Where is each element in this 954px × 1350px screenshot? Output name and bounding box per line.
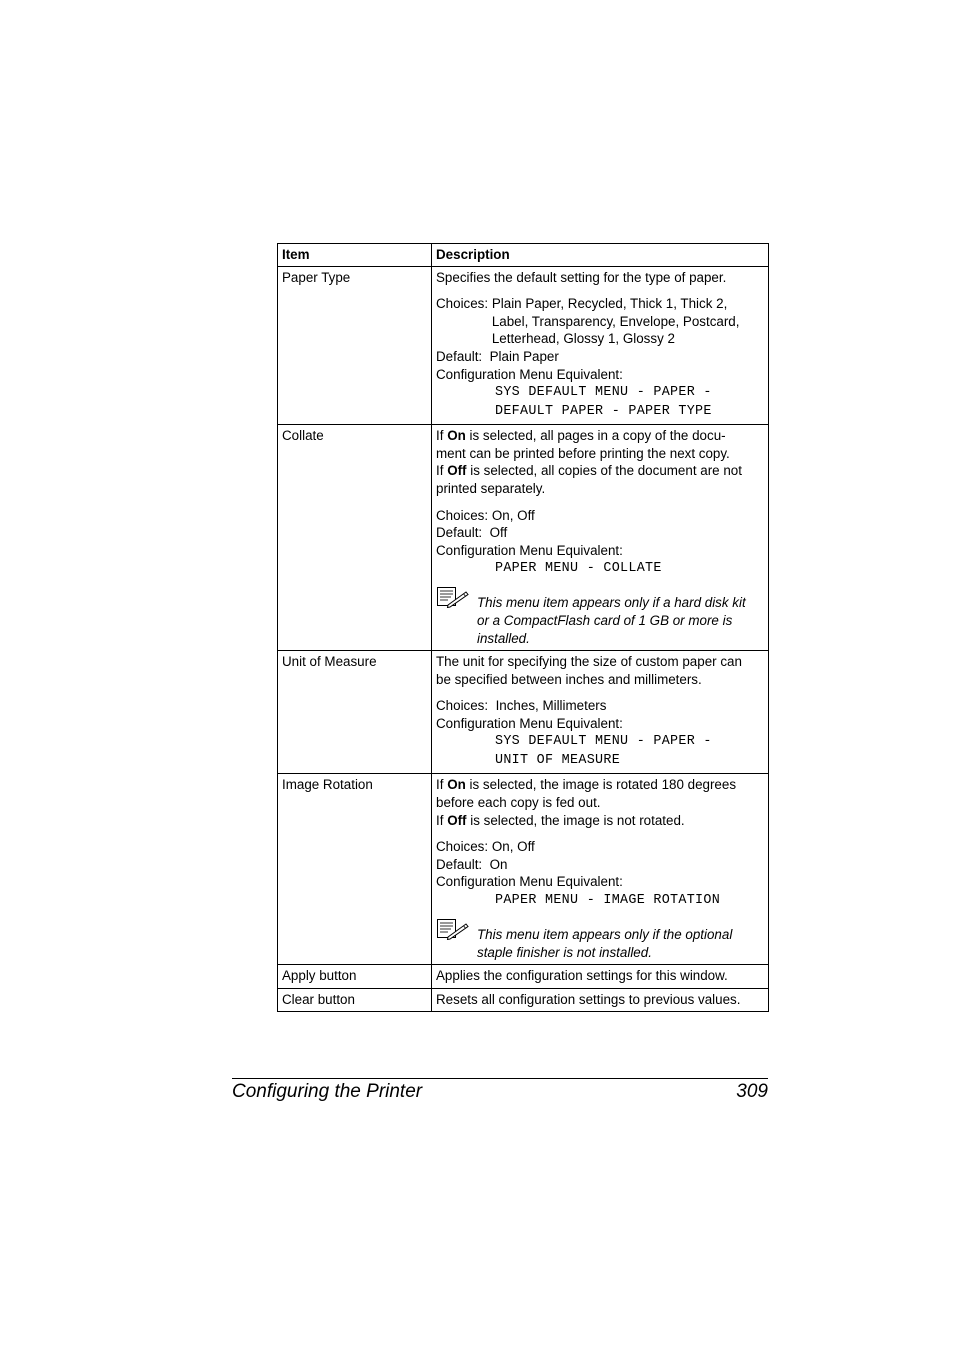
menu-path: PAPER MENU - IMAGE ROTATION <box>495 893 721 909</box>
note <box>436 586 765 647</box>
menu-path: SYS DEFAULT MENU - PAPER - <box>495 734 712 750</box>
description-cell: Resets all configuration settings to previous values. <box>432 988 769 1012</box>
table-row-unit-of-measure <box>278 651 769 774</box>
config-equiv-label: Configuration Menu Equivalent: <box>436 874 623 890</box>
note-pencil-icon <box>436 586 477 608</box>
item-cell: Image Rotation <box>278 774 432 965</box>
description-cell <box>432 774 769 965</box>
description-text: The unit for specifying the size of custom paper can <box>436 654 742 670</box>
note <box>436 918 765 961</box>
on-text-cont: ment can be printed before printing the next copy. <box>436 445 730 461</box>
item-cell: Paper Type <box>278 266 432 425</box>
description-text: be specified between inches and millimeters. <box>436 671 702 687</box>
choices-line <box>436 697 765 715</box>
choices-label: Choices: <box>436 698 489 714</box>
table-row-apply-button <box>278 965 769 989</box>
default-label: Default: <box>436 856 483 872</box>
on-text: If On is selected, all pages in a copy of the docu- <box>436 428 726 444</box>
choices-value: Letterhead, Glossy 1, Glossy 2 <box>491 331 675 347</box>
menu-path: UNIT OF MEASURE <box>495 753 621 769</box>
off-keyword: Off <box>447 463 467 479</box>
menu-path: DEFAULT PAPER - PAPER TYPE <box>495 404 712 420</box>
off-text: If Off is selected, all copies of the document are not <box>436 463 742 479</box>
default-value: Off <box>489 525 508 541</box>
item-cell: Collate <box>278 425 432 651</box>
note-text: This menu item appears only if the optional <box>477 927 733 943</box>
choices-line <box>436 295 765 348</box>
description-cell <box>432 651 769 774</box>
on-keyword: On <box>447 777 466 793</box>
footer-rule <box>232 1078 768 1079</box>
settings-table <box>277 243 769 1012</box>
default-line <box>436 348 765 366</box>
choices-label: Choices: <box>436 507 489 523</box>
default-value: Plain Paper <box>489 348 559 364</box>
note-text: This menu item appears only if a hard disk kit <box>477 595 746 611</box>
table-header-row <box>278 244 769 267</box>
choices-label: Choices: <box>436 296 489 312</box>
choices-value: On, Off <box>491 839 535 855</box>
description-text: Specifies the default setting for the type of paper. <box>436 269 727 285</box>
menu-path: SYS DEFAULT MENU - PAPER - <box>495 385 712 401</box>
table-row-image-rotation <box>278 774 769 965</box>
choices-label: Choices: <box>436 839 489 855</box>
choices-line <box>436 507 765 525</box>
on-text: If On is selected, the image is rotated 180 degrees <box>436 777 737 793</box>
note-text: or a CompactFlash card of 1 GB or more is <box>477 612 733 628</box>
header-description: Description <box>432 244 769 267</box>
off-keyword: Off <box>447 812 467 828</box>
note-pencil-icon <box>436 918 477 940</box>
config-equiv-label: Configuration Menu Equivalent: <box>436 542 623 558</box>
off-text: If Off is selected, the image is not rotated. <box>436 812 685 828</box>
on-text-cont: before each copy is fed out. <box>436 795 601 811</box>
description-cell <box>432 266 769 425</box>
note-text: installed. <box>477 630 530 646</box>
default-label: Default: <box>436 525 483 541</box>
table-row-collate <box>278 425 769 651</box>
table-row-paper-type <box>278 266 769 425</box>
on-keyword: On <box>447 428 466 444</box>
item-cell: Apply button <box>278 965 432 989</box>
note-text: staple finisher is not installed. <box>477 944 652 960</box>
off-text-cont: printed separately. <box>436 480 546 496</box>
choices-value: Label, Transparency, Envelope, Postcard, <box>491 313 740 329</box>
page-number: 309 <box>736 1081 768 1102</box>
default-line <box>436 856 765 874</box>
header-item: Item <box>278 244 432 267</box>
config-equiv-label: Configuration Menu Equivalent: <box>436 715 623 731</box>
default-label: Default: <box>436 348 483 364</box>
default-line <box>436 524 765 542</box>
footer-title: Configuring the Printer <box>232 1081 423 1102</box>
description-cell: Applies the configuration settings for this window. <box>432 965 769 989</box>
description-cell <box>432 425 769 651</box>
item-cell: Clear button <box>278 988 432 1012</box>
config-equiv-label: Configuration Menu Equivalent: <box>436 366 623 382</box>
choices-value: Inches, Millimeters <box>495 698 607 714</box>
choices-value: On, Off <box>491 507 535 523</box>
choices-value: Plain Paper, Recycled, Thick 1, Thick 2, <box>491 296 728 312</box>
menu-path: PAPER MENU - COLLATE <box>495 561 662 577</box>
item-cell: Unit of Measure <box>278 651 432 774</box>
choices-line <box>436 838 765 856</box>
default-value: On <box>489 856 508 872</box>
table-row-clear-button <box>278 988 769 1012</box>
